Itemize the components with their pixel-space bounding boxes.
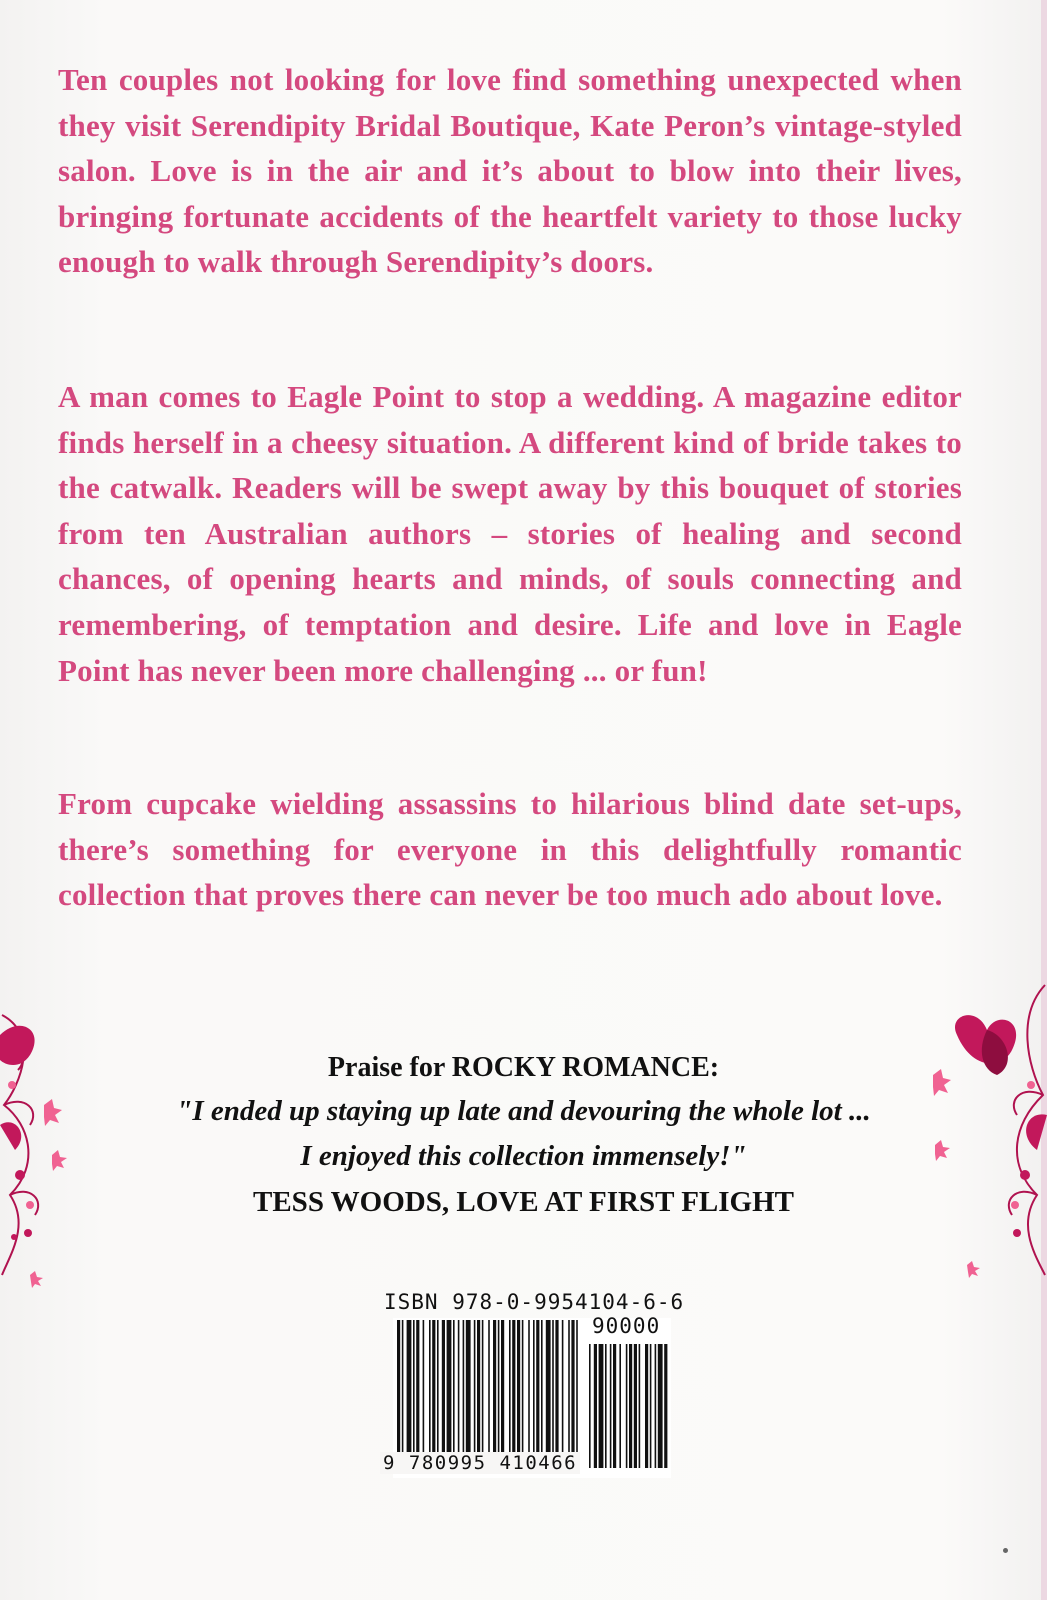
- barcode-digits: 9 780995 410466: [380, 1452, 580, 1474]
- review-quote-line-1: "I ended up staying up late and devouring the whole lot ...: [176, 1095, 871, 1127]
- review-attribution: TESS WOODS, LOVE AT FIRST FLIGHT: [253, 1186, 794, 1218]
- praise-heading: Praise for ROCKY ROMANCE:: [327, 1052, 720, 1083]
- price-code: 90000: [592, 1314, 661, 1338]
- blurb-paragraph-3: From cupcake wielding assassins to hilarious blind date set-ups, there’s something for everyone in this delightfully romantic collection that proves there can never be too much ado about love.: [58, 786, 962, 913]
- isbn-label: ISBN 978-0-9954104-6-6: [384, 1290, 685, 1314]
- speck: [1003, 1548, 1008, 1553]
- blurb-paragraph-2: A man comes to Eagle Point to stop a wedding. A magazine editor finds herself in a cheesy situation. A different kind of bride takes to the catwalk. Readers will be swept away by this bouquet of stories from ten Australian authors – stories of healing and second chances, of opening hearts and minds, of souls connecting and remembering, of temptation and desire. Life and love in Eagle Point has never been more challenging ... or fun!: [58, 379, 962, 688]
- blurb-paragraph-1: Ten couples not looking for love find something unexpected when they visit Serendipity Bridal Boutique, Kate Peron’s vintage-styled salon. Love is in the air and it’s about to blow into their lives, bringing fortunate accidents of the heartfelt variety to those lucky enough to walk through Serendipity’s doors.: [58, 62, 962, 280]
- cover-edge: [1041, 0, 1047, 1600]
- review-quote-line-2: I enjoyed this collection immensely!": [300, 1140, 747, 1172]
